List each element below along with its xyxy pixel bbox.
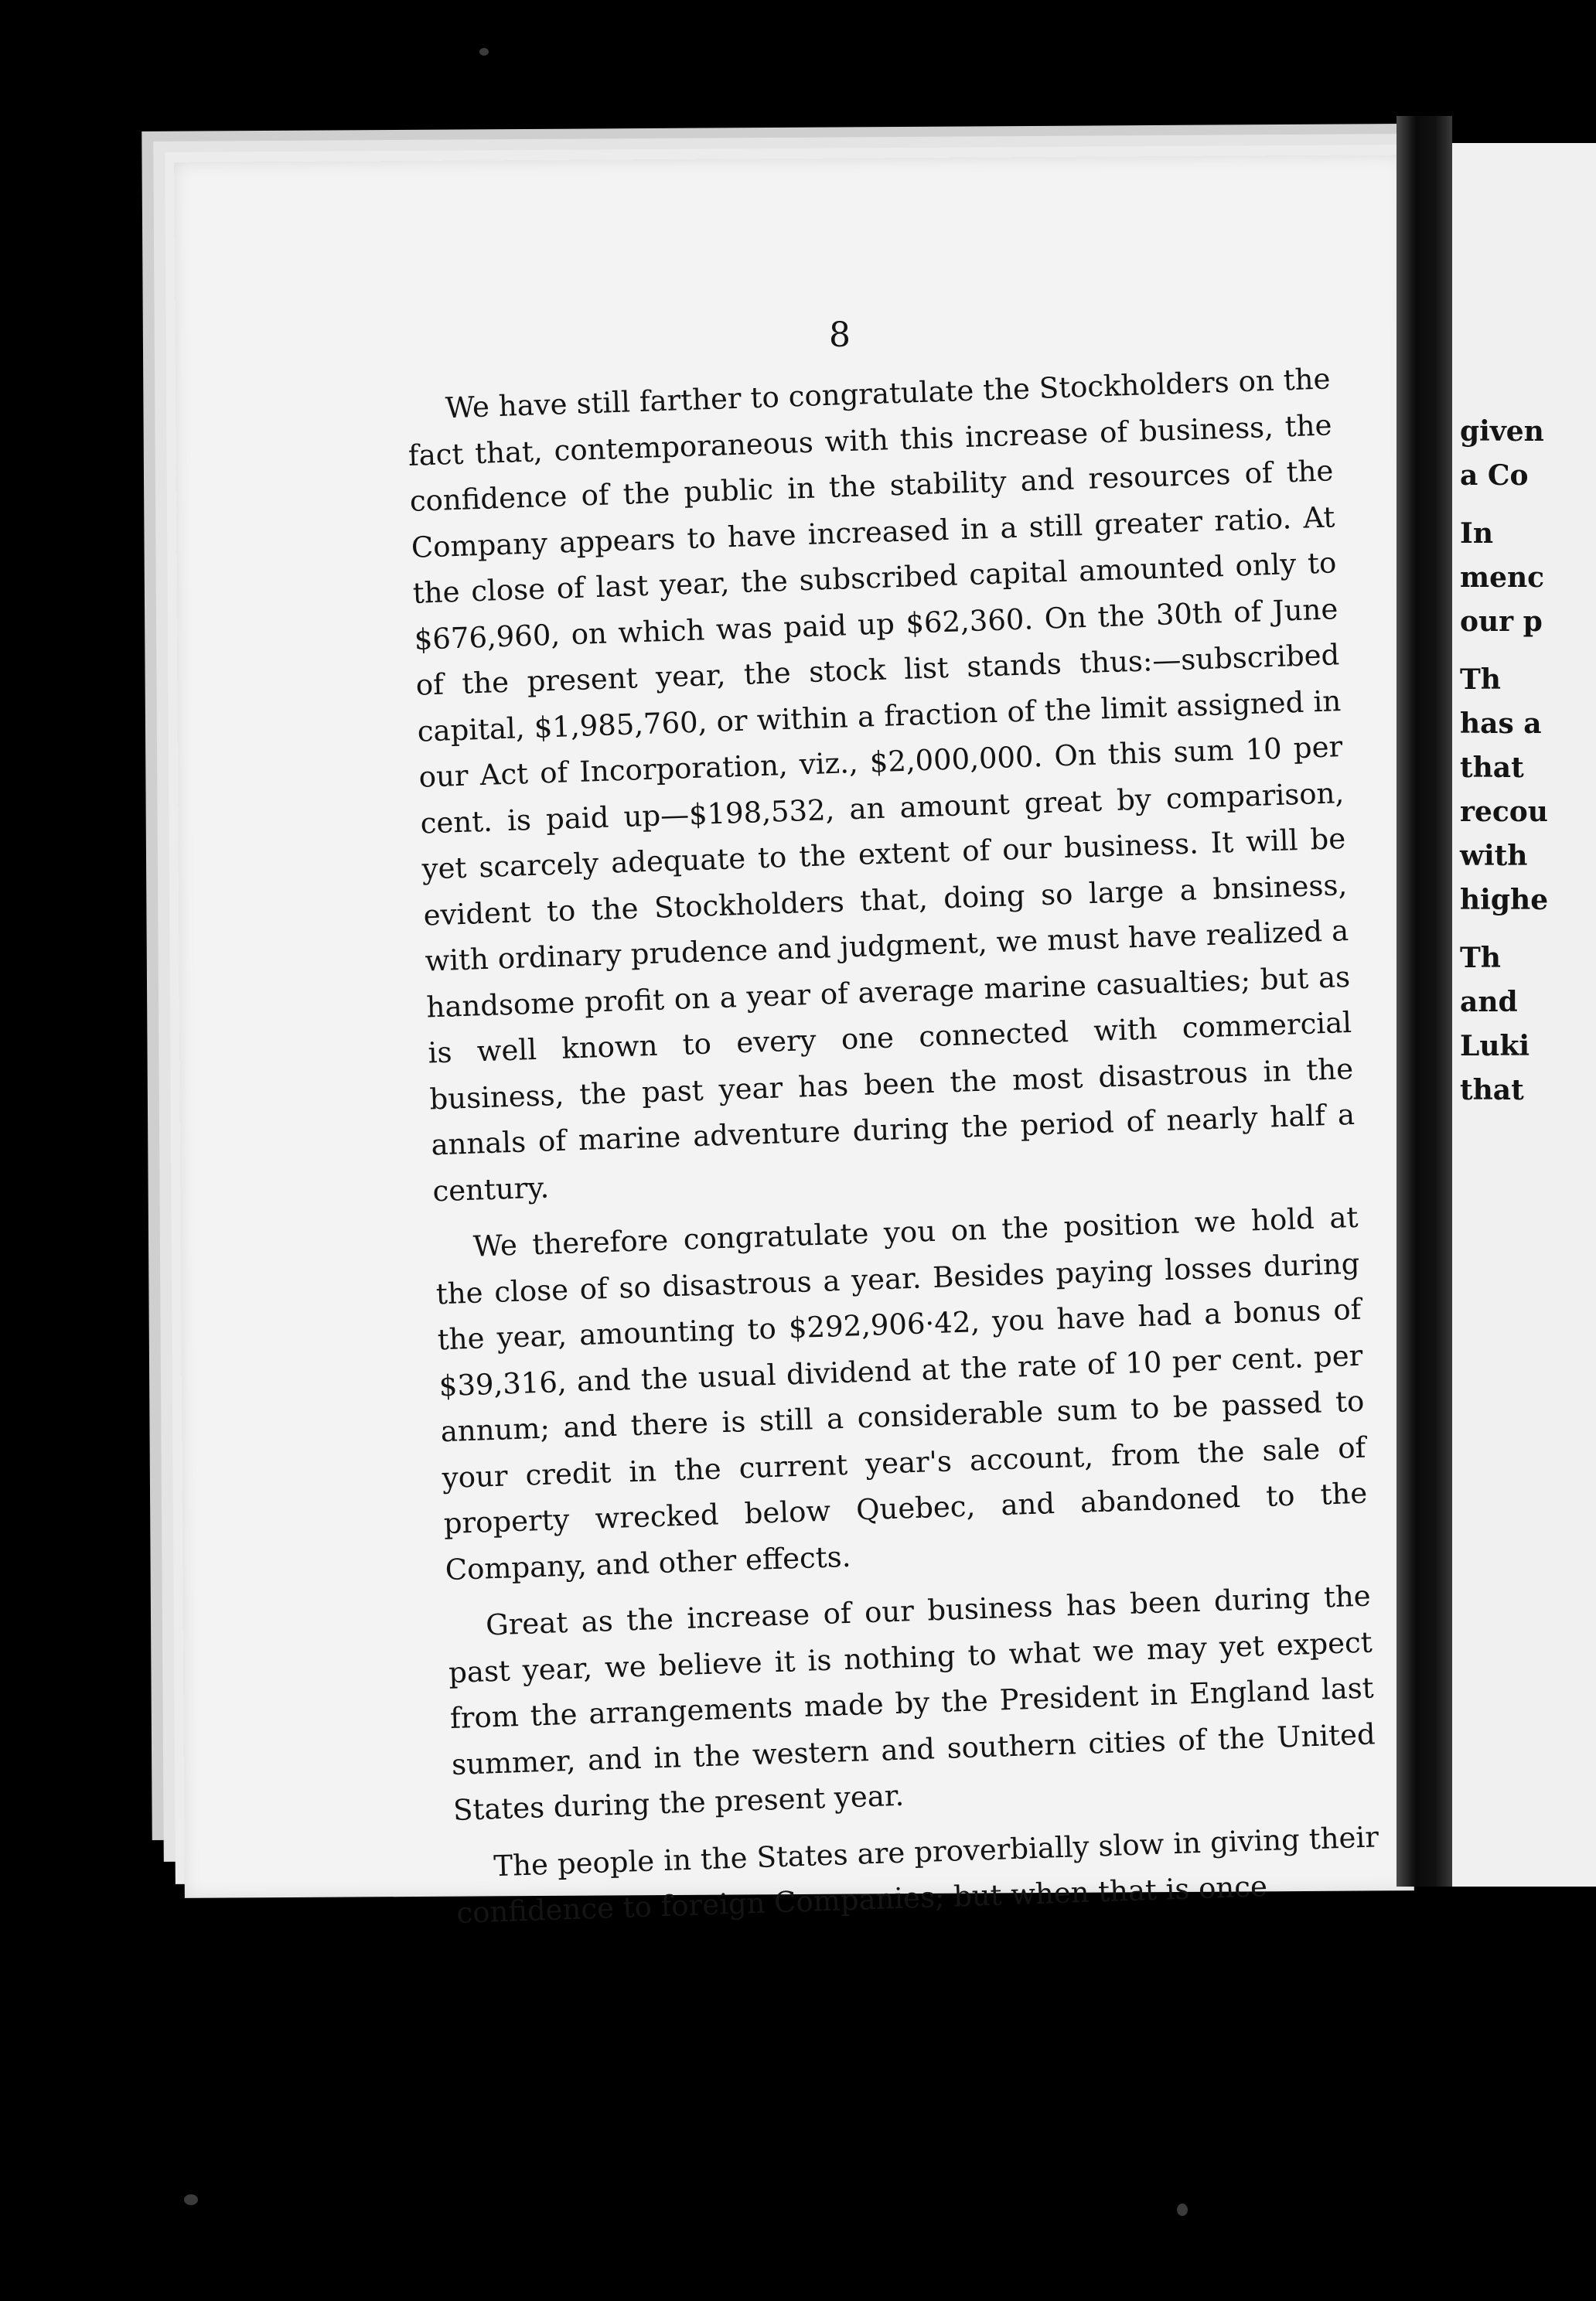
book-gutter [1396, 116, 1452, 1887]
facing-line: Th [1460, 942, 1501, 974]
page-body-text [406, 356, 1381, 1947]
scan-speck [184, 2194, 198, 2205]
paragraph: We have still farther to congratulate the Stockholders on the fact that, contemporaneous with this increase of business, the confidence of the public in the stability and resources of the Company appears to have increased in a still greater ratio. At the close of last year, the subscribed capital amounted only to $676,960, on which was paid up $62,360. On the 30th of June of the present year, the stock list stands thus:—subscribed capital, $1,985,760, or within a fraction of the limit assigned in our Act of Incorporation, viz., $2,000,000. On this sum 10 per cent. is paid up—$198,532, an amount great by comparison, yet scarcely adequate to the extent of our business. It will be evident to the Stockholders that, doing so large a bnsiness, with ordinary prudence and judgment, we must have realized a handsome profit on a year of average marine casualties; but as is well known to every one connected with commercial business, the past year has been the most disastrous in the annals of marine adventure during the period of nearly half a century. [408, 362, 1356, 1208]
scan-speck [1177, 2204, 1188, 2216]
facing-page [1452, 143, 1596, 1887]
facing-line: Luki [1460, 1030, 1530, 1062]
facing-line: given [1460, 415, 1544, 448]
paragraph: We therefore congratulate you on the position we hold at the close of so disastrous a year. Besides paying losses during the year, amounting to $292,906·42, you have had a bonus of $39,316, and the usual dividend at the rate of 10 per cent. per annum; and there is still a considerable sum to be passed to your credit in the current year's account, from the sale of property wrecked below Quebec, and abandoned to the Company, and other effects. [435, 1200, 1368, 1587]
facing-line: has a [1460, 707, 1542, 740]
facing-line: that [1460, 1074, 1524, 1106]
paragraph: The people in the States are proverbially slow in giving their confidence to foreign Companies; but when that is once [455, 1819, 1379, 1930]
facing-line: menc [1460, 561, 1545, 594]
facing-line: recou [1460, 796, 1548, 828]
scan-speck [479, 48, 489, 56]
facing-line: a Co [1460, 459, 1529, 492]
paragraph: Great as the increase of our business has been during the past year, we believe it is nothing to what we may yet expect from the arrangements made by the President in England last summer, and in the western and southern cities of the United States during the present year. [448, 1579, 1376, 1827]
facing-page-text [1460, 410, 1596, 1113]
facing-line: Th [1460, 663, 1501, 696]
facing-line: with [1460, 840, 1528, 872]
page-number: 8 [829, 315, 851, 355]
facing-line: and [1460, 986, 1518, 1018]
facing-line: that [1460, 752, 1524, 784]
facing-line: highe [1460, 884, 1549, 916]
facing-line: In [1460, 517, 1494, 550]
facing-line: our p [1460, 605, 1543, 638]
